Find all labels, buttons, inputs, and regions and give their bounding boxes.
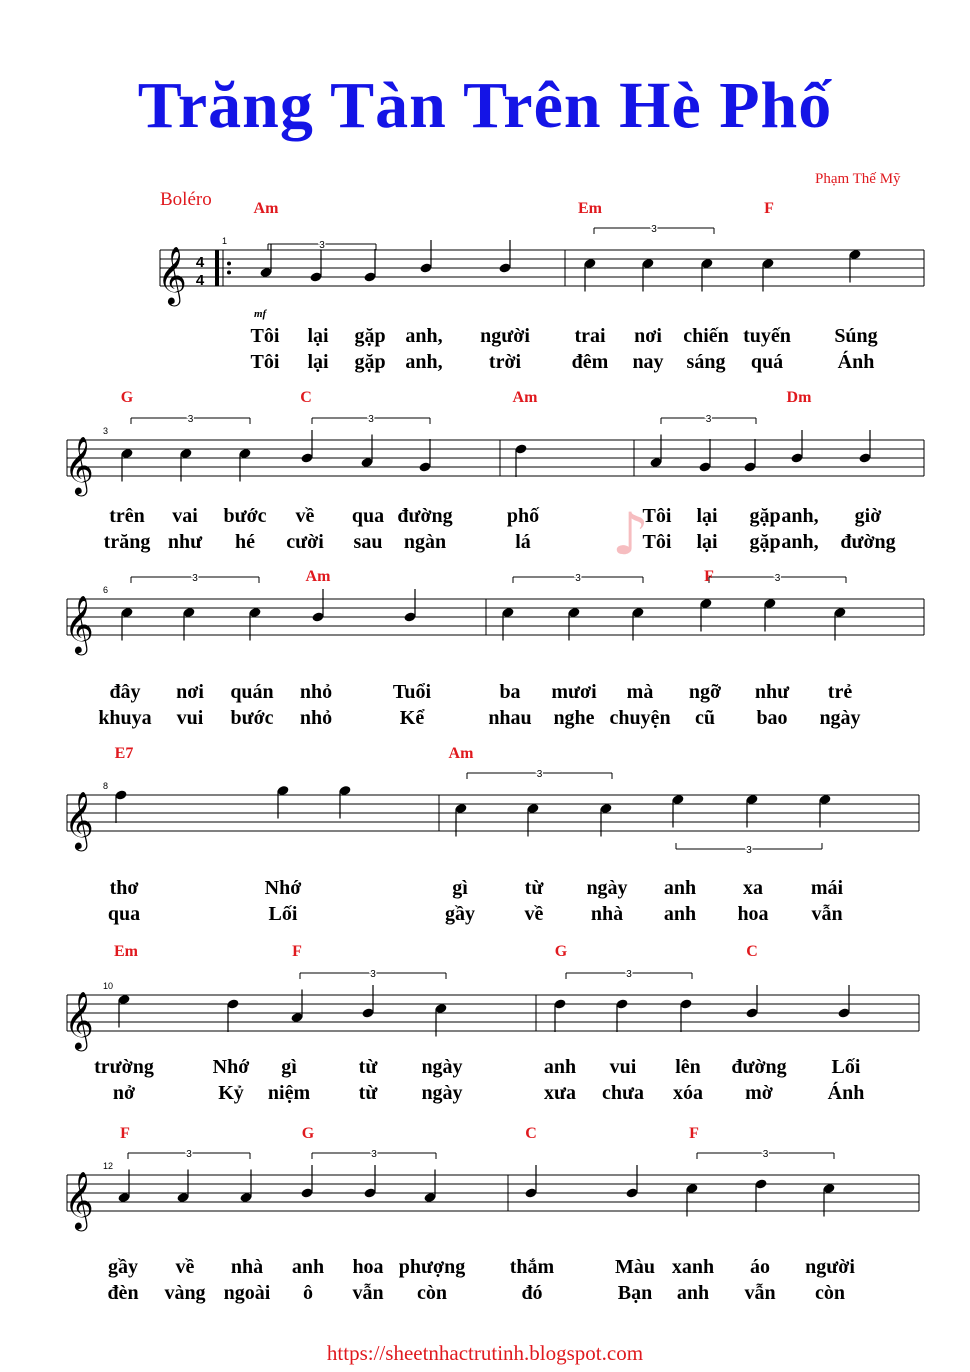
lyric-verse-1-syllable: anh, xyxy=(781,505,819,527)
lyric-verse-1-syllable: vai xyxy=(172,505,198,527)
lyric-verse-2-syllable: trời xyxy=(488,351,522,373)
lyric-verse-2-syllable: còn xyxy=(815,1282,845,1304)
lyric-verse-1-syllable: ngày xyxy=(421,1056,463,1078)
lyric-verse-1-syllable: anh xyxy=(543,1056,577,1078)
lyric-verse-1-syllable: trên xyxy=(109,505,145,527)
lyric-verse-2-syllable: qua xyxy=(107,903,141,925)
lyric-verse-2-syllable: gầy xyxy=(445,903,475,925)
lyric-verse-2-syllable: gặp xyxy=(354,351,386,373)
lyric-verse-1-syllable: tuyến xyxy=(743,325,791,347)
lyric-verse-1-syllable: xanh xyxy=(671,1256,715,1278)
lyric-verse-1-syllable: nơi xyxy=(634,325,662,347)
lyric-verse-2-syllable: anh, xyxy=(405,351,443,373)
triplet-label: 3 xyxy=(368,414,374,425)
chord-symbol: G xyxy=(301,1125,315,1142)
lyric-verse-1-syllable: thắm xyxy=(509,1256,555,1278)
lyric-verse-1-syllable: phượng xyxy=(398,1256,466,1278)
lyric-verse-1-syllable: ngày xyxy=(586,877,628,899)
lyric-verse-2-syllable: về xyxy=(524,903,544,925)
lyric-verse-2-syllable: chuyện xyxy=(609,707,671,729)
lyric-verse-1-syllable: giờ xyxy=(854,505,882,527)
music-note-watermark-icon: ♪ xyxy=(612,500,650,568)
chord-symbol: Em xyxy=(114,943,138,960)
lyric-verse-1-syllable: đường xyxy=(397,505,453,527)
lyric-verse-2-syllable: hoa xyxy=(737,903,769,925)
lyric-verse-1-syllable: áo xyxy=(750,1256,770,1278)
lyric-verse-2-syllable: khuya xyxy=(98,707,152,729)
treble-clef-icon: 𝄞 xyxy=(64,791,94,849)
triplet-label: 3 xyxy=(187,414,194,425)
lyric-verse-1-syllable: từ xyxy=(524,877,544,899)
measure-number: 10 xyxy=(103,981,114,991)
lyric-verse-1-syllable: lại xyxy=(307,325,329,347)
lyric-verse-2-syllable: Lối xyxy=(268,903,298,925)
lyric-verse-1-syllable: ba xyxy=(499,681,521,703)
lyric-verse-1-syllable: gầy xyxy=(108,1256,138,1278)
lyric-verse-1-syllable: phố xyxy=(506,505,540,527)
lyric-verse-2-syllable: sáng xyxy=(686,351,726,373)
lyric-verse-2-syllable: quá xyxy=(750,351,784,373)
lyric-verse-2-syllable: cũ xyxy=(695,707,715,729)
lyric-verse-1-syllable: Nhớ xyxy=(212,1056,250,1078)
lyric-verse-2-syllable: nay xyxy=(632,351,664,373)
chord-symbol: C xyxy=(525,1125,537,1142)
triplet-label: 3 xyxy=(319,240,325,251)
lyric-verse-1-syllable: vui xyxy=(609,1056,637,1078)
triplet-label: 3 xyxy=(536,769,543,780)
lyric-verse-1-syllable: đường xyxy=(731,1056,787,1078)
lyric-verse-2-syllable: nghe xyxy=(553,707,595,729)
lyric-verse-2-syllable: lá xyxy=(515,531,531,553)
chord-symbol: Am xyxy=(512,389,538,406)
chord-symbol: F xyxy=(292,943,302,960)
time-signature-bottom: 4 xyxy=(195,272,205,289)
lyric-verse-1-syllable: trường xyxy=(94,1056,154,1078)
measure-number: 8 xyxy=(103,781,109,791)
lyric-verse-2-syllable: anh, xyxy=(781,531,819,553)
lyric-verse-1-syllable: Tuổi xyxy=(392,681,432,703)
triplet-label: 3 xyxy=(575,573,581,584)
lyric-verse-2-syllable: sau xyxy=(353,531,383,553)
lyric-verse-1-syllable: lên xyxy=(675,1056,701,1078)
lyric-verse-2-syllable: trăng xyxy=(103,531,151,553)
lyric-verse-2-syllable: nhà xyxy=(590,903,624,925)
lyric-verse-2-syllable: ngày xyxy=(819,707,861,729)
lyric-verse-2-syllable: bước xyxy=(230,707,274,729)
tempo-style-label: Boléro xyxy=(160,189,212,210)
lyric-verse-1-syllable: đây xyxy=(109,681,141,703)
repeat-dot xyxy=(227,262,231,266)
triplet-label: 3 xyxy=(774,573,781,584)
dynamic-marking: mf xyxy=(254,308,267,320)
chord-symbol: F xyxy=(764,200,774,217)
chord-symbol: C xyxy=(746,943,758,960)
lyric-verse-1-syllable: mái xyxy=(810,877,844,899)
lyric-verse-1-syllable: về xyxy=(175,1256,195,1278)
lyric-verse-1-syllable: lại xyxy=(696,505,718,527)
lyric-verse-1-syllable: người xyxy=(480,325,530,347)
chord-symbol: E7 xyxy=(114,745,134,762)
lyric-verse-1-syllable: gặp xyxy=(354,325,386,347)
lyric-verse-2-syllable: mờ xyxy=(745,1082,773,1104)
lyric-verse-2-syllable: ngày xyxy=(421,1082,463,1104)
triplet-label: 3 xyxy=(370,969,376,980)
lyric-verse-1-syllable: mà xyxy=(626,681,654,703)
chord-symbol: Am xyxy=(305,568,331,585)
lyric-verse-1-syllable: Tôi xyxy=(250,325,280,347)
triplet-label: 3 xyxy=(651,224,657,235)
measure-number: 3 xyxy=(103,426,109,436)
lyric-verse-1-syllable: về xyxy=(295,505,315,527)
lyric-verse-2-syllable: Tôi xyxy=(642,531,672,553)
lyric-verse-2-syllable: niệm xyxy=(267,1082,311,1104)
chord-symbol: C xyxy=(300,389,312,406)
lyric-verse-2-syllable: Ánh xyxy=(837,351,875,373)
chord-symbol: G xyxy=(554,943,568,960)
chord-symbol: Dm xyxy=(786,389,812,406)
lyric-verse-1-syllable: người xyxy=(805,1256,855,1278)
lyric-verse-2-syllable: anh xyxy=(676,1282,710,1304)
measure-number: 12 xyxy=(103,1161,114,1171)
lyric-verse-1-syllable: nhỏ xyxy=(299,681,333,703)
lyric-verse-2-syllable: nhau xyxy=(488,707,532,729)
lyric-verse-2-syllable: gặp xyxy=(749,531,781,553)
lyric-verse-1-syllable: Nhớ xyxy=(264,877,302,899)
triplet-label: 3 xyxy=(626,969,632,980)
triplet-label: 3 xyxy=(186,1149,192,1160)
lyric-verse-1-syllable: Màu xyxy=(615,1256,655,1278)
lyric-verse-2-syllable: Kỷ xyxy=(218,1082,244,1104)
lyric-verse-1-syllable: qua xyxy=(351,505,385,527)
composer-name: Phạm Thế Mỹ xyxy=(815,171,901,187)
lyric-verse-1-syllable: mươi xyxy=(551,681,597,703)
lyric-verse-1-syllable: gặp xyxy=(749,505,781,527)
lyric-verse-1-syllable: thơ xyxy=(109,877,139,899)
lyric-verse-1-syllable: trai xyxy=(574,325,606,347)
chord-symbol: Am xyxy=(253,200,279,217)
lyric-verse-1-syllable: bước xyxy=(223,505,267,527)
lyric-verse-2-syllable: ngoài xyxy=(223,1282,271,1304)
lyric-verse-2-syllable: từ xyxy=(358,1082,378,1104)
lyric-verse-1-syllable: từ xyxy=(358,1056,378,1078)
triplet-label: 3 xyxy=(192,573,198,584)
source-url-link[interactable]: https://sheetnhactrutinh.blogspot.com xyxy=(326,1341,644,1365)
chord-symbol: F xyxy=(120,1125,130,1142)
lyric-verse-2-syllable: anh xyxy=(663,903,697,925)
repeat-thick-bar xyxy=(215,250,219,286)
lyric-verse-1-syllable: ngỡ xyxy=(688,681,722,703)
lyric-verse-2-syllable: cười xyxy=(286,531,324,553)
triplet-label: 3 xyxy=(762,1149,769,1160)
lyric-verse-2-syllable: đèn xyxy=(107,1282,139,1304)
chord-symbol: F xyxy=(689,1125,699,1142)
lyric-verse-1-syllable: Súng xyxy=(834,325,878,347)
treble-clef-icon: 𝄞 xyxy=(64,991,94,1049)
triplet-label: 3 xyxy=(746,845,752,856)
triplet-label: 3 xyxy=(705,414,712,425)
lyric-verse-2-syllable: Ánh xyxy=(827,1082,865,1104)
lyric-verse-2-syllable: hé xyxy=(235,531,255,553)
lyric-verse-2-syllable: ngàn xyxy=(403,531,447,553)
lyric-verse-2-syllable: nhỏ xyxy=(299,707,333,729)
lyric-verse-2-syllable: vui xyxy=(176,707,204,729)
lyric-verse-2-syllable: Bạn xyxy=(617,1282,653,1304)
lyric-verse-1-syllable: gì xyxy=(281,1056,297,1078)
lyric-verse-2-syllable: lại xyxy=(307,351,329,373)
lyric-verse-1-syllable: nơi xyxy=(176,681,204,703)
lyric-verse-2-syllable: vàng xyxy=(164,1282,206,1304)
lyric-verse-2-syllable: còn xyxy=(417,1282,447,1304)
lyric-verse-2-syllable: Tôi xyxy=(250,351,280,373)
lyric-verse-1-syllable: quán xyxy=(230,681,274,703)
triplet-label: 3 xyxy=(371,1149,377,1160)
lyric-verse-1-syllable: nhà xyxy=(230,1256,264,1278)
lyric-verse-2-syllable: đó xyxy=(521,1282,543,1304)
lyric-verse-2-syllable: chưa xyxy=(601,1082,645,1104)
lyric-verse-2-syllable: vẫn xyxy=(811,903,843,925)
chord-symbol: F xyxy=(704,568,714,585)
lyric-verse-2-syllable: vẫn xyxy=(352,1282,384,1304)
measure-number: 1 xyxy=(222,236,228,246)
lyric-verse-2-syllable: vẫn xyxy=(744,1282,776,1304)
lyric-verse-2-syllable: nở xyxy=(112,1082,136,1104)
lyric-verse-1-syllable: anh, xyxy=(405,325,443,347)
lyric-verse-2-syllable: như xyxy=(167,531,203,553)
lyric-verse-1-syllable: gì xyxy=(452,877,468,899)
treble-clef-icon: 𝄞 xyxy=(64,595,94,653)
chord-symbol: Em xyxy=(578,200,602,217)
lyric-verse-2-syllable: đường xyxy=(840,531,896,553)
treble-clef-icon: 𝄞 xyxy=(64,436,94,494)
song-title: Trăng Tàn Trên Hè Phố xyxy=(137,69,833,142)
lyric-verse-1-syllable: Tôi xyxy=(642,505,672,527)
repeat-dot xyxy=(227,271,231,275)
lyric-verse-1-syllable: Lối xyxy=(831,1056,861,1078)
lyric-verse-1-syllable: chiến xyxy=(683,325,729,347)
lyric-verse-2-syllable: bao xyxy=(756,707,788,729)
lyric-verse-2-syllable: lại xyxy=(696,531,718,553)
treble-clef-icon: 𝄞 xyxy=(157,246,187,304)
measure-number: 6 xyxy=(103,585,109,595)
lyric-verse-1-syllable: anh xyxy=(291,1256,325,1278)
lyric-verse-1-syllable: như xyxy=(754,681,790,703)
lyric-verse-1-syllable: anh xyxy=(663,877,697,899)
lyric-verse-1-syllable: hoa xyxy=(352,1256,384,1278)
lyric-verse-2-syllable: ô xyxy=(303,1282,313,1304)
chord-symbol: Am xyxy=(448,745,474,762)
lyric-verse-2-syllable: Kể xyxy=(399,707,425,729)
time-signature-top: 4 xyxy=(195,254,205,271)
lyric-verse-1-syllable: trẻ xyxy=(827,681,853,703)
lyric-verse-1-syllable: xa xyxy=(743,877,763,899)
lyric-verse-2-syllable: xưa xyxy=(543,1082,577,1104)
treble-clef-icon: 𝄞 xyxy=(64,1171,94,1229)
lyric-verse-2-syllable: xóa xyxy=(673,1082,703,1104)
chord-symbol: G xyxy=(120,389,134,406)
lyric-verse-2-syllable: đêm xyxy=(571,351,609,373)
